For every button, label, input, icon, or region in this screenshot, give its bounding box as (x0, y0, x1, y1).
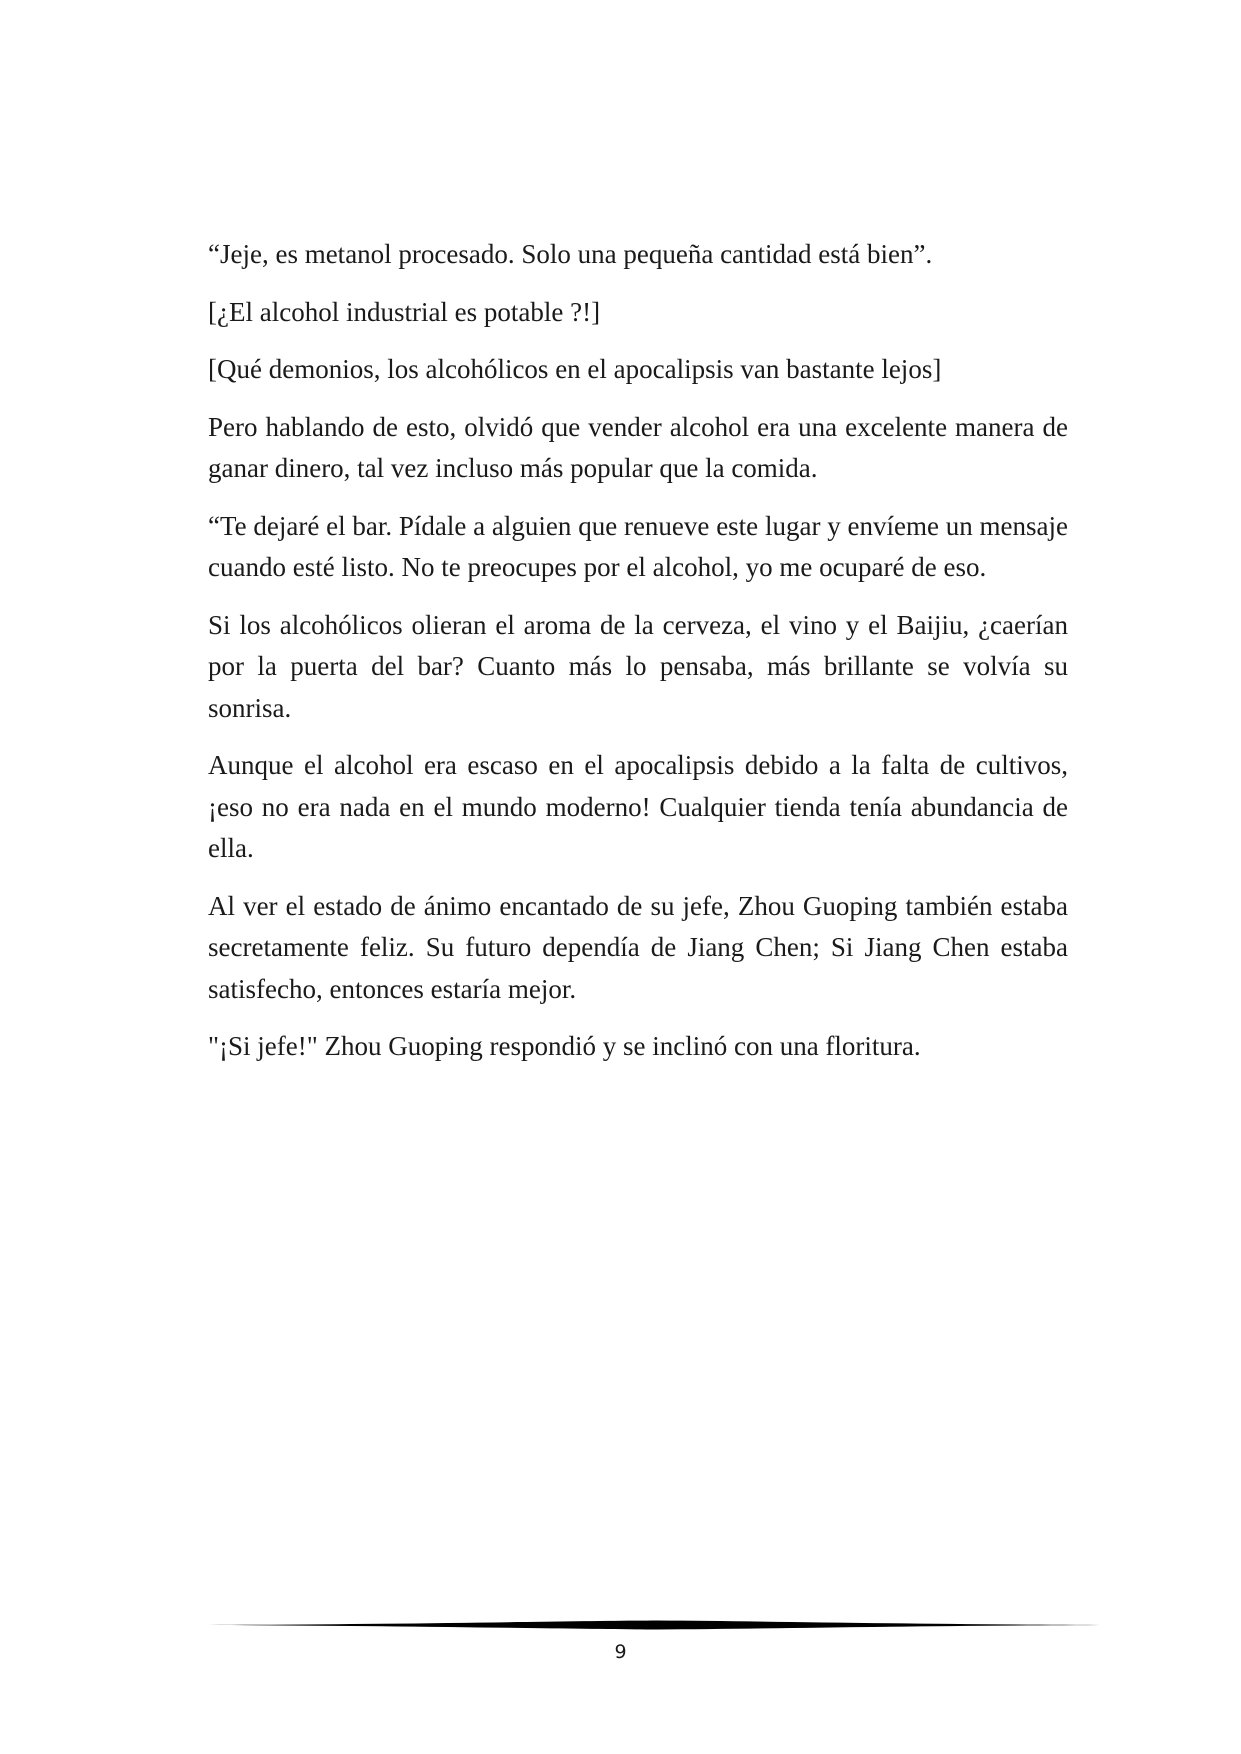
paragraph-4: Pero hablando de esto, olvidó que vender alcohol era una excelente manera de ganar dinero, tal vez incluso más popular que la comida. (208, 411, 1068, 483)
paragraph-7: Aunque el alcohol era escaso en el apocalipsis debido a la falta de cultivos, ¡eso no era nada en el mundo moderno! Cualquier tienda tenía abundancia de ella. (208, 750, 1068, 863)
footer-divider (208, 1618, 1113, 1632)
paragraph-1: “Jeje, es metanol procesado. Solo una pequeña cantidad está bien”. (208, 239, 933, 269)
paragraph-6: Si los alcohólicos olieran el aroma de la cerveza, el vino y el Baijiu, ¿caerían por la puerta del bar? Cuanto más lo pensaba, más brillante se volvía su sonrisa. (208, 609, 1068, 723)
paragraph-8: Al ver el estado de ánimo encantado de su jefe, Zhou Guoping también estaba secretamente feliz. Su futuro dependía de Jiang Chen; Si Jiang Chen estaba satisfecho, entonces estaría mejor. (208, 890, 1068, 1004)
footer-divider-swell (208, 1621, 1113, 1630)
paragraph-9: "¡Si jefe!" Zhou Guoping respondió y se inclinó con una floritura. (208, 1031, 921, 1061)
paragraph-2: [¿El alcohol industrial es potable ?!] (208, 296, 601, 327)
paragraph-5: “Te dejaré el bar. Pídale a alguien que renueve este lugar y envíeme un mensaje cuando esté listo. No te preocupes por el alcohol, yo me ocuparé de eso. (208, 510, 1068, 582)
page-number: 9 (614, 1641, 627, 1663)
page-body-text (208, 234, 1068, 1084)
paragraph-3: [Qué demonios, los alcohólicos en el apocalipsis van bastante lejos] (208, 354, 942, 384)
